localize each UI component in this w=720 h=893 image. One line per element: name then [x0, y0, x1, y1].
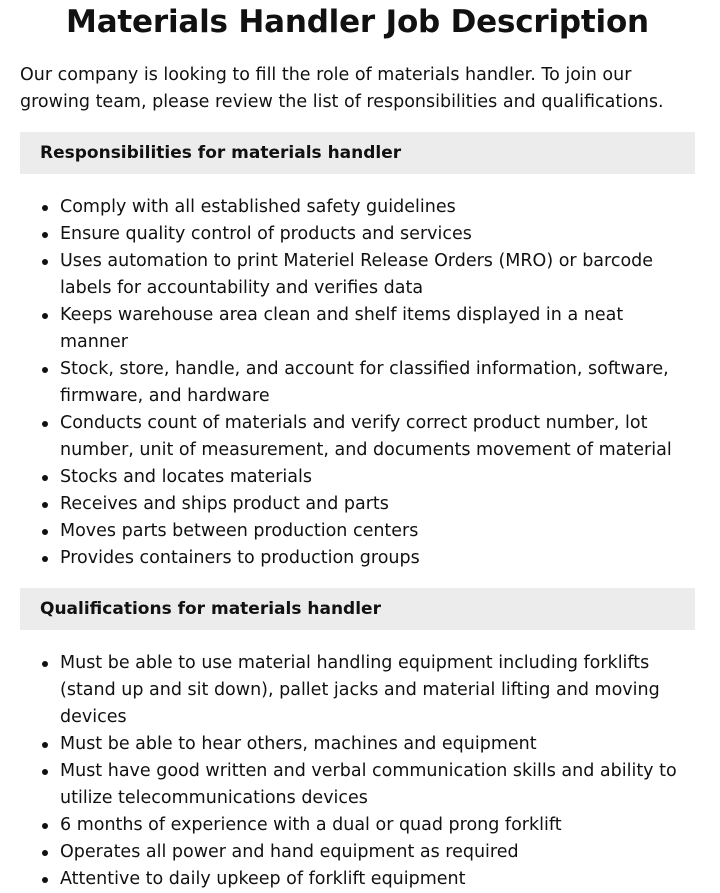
list-item: Must be able to hear others, machines and equipment: [60, 731, 695, 758]
list-item: Receives and ships product and parts: [60, 491, 695, 518]
list-item: 6 months of experience with a dual or quad prong forklift: [60, 812, 695, 839]
qualifications-list: [20, 650, 695, 893]
qualifications-heading: Qualifications for materials handler: [20, 588, 695, 630]
list-item: Keeps warehouse area clean and shelf items displayed in a neat manner: [60, 302, 695, 356]
list-item: Ensure quality control of products and services: [60, 221, 695, 248]
list-item: Provides containers to production groups: [60, 545, 695, 572]
responsibilities-list: [20, 194, 695, 572]
list-item: Stock, store, handle, and account for classified information, software, firmware, and hardware: [60, 356, 695, 410]
page-title: Materials Handler Job Description: [66, 4, 649, 40]
list-item: Uses automation to print Materiel Release Orders (MRO) or barcode labels for accountability and verifies data: [60, 248, 695, 302]
intro-paragraph: Our company is looking to fill the role of materials handler. To join our growing team, please review the list of responsibilities and qualifications.: [20, 65, 664, 112]
list-item: Operates all power and hand equipment as required: [60, 839, 695, 866]
list-item: Conducts count of materials and verify correct product number, lot number, unit of measurement, and documents movement of material: [60, 410, 695, 464]
list-item: Moves parts between production centers: [60, 518, 695, 545]
list-item: Comply with all established safety guidelines: [60, 194, 695, 221]
list-item: Must be able to use material handling equipment including forklifts (stand up and sit down), pallet jacks and material lifting and moving devices: [60, 650, 695, 731]
list-item: Stocks and locates materials: [60, 464, 695, 491]
responsibilities-heading: Responsibilities for materials handler: [20, 132, 695, 174]
list-item: Must have good written and verbal communication skills and ability to utilize telecommunications devices: [60, 758, 695, 812]
list-item: Attentive to daily upkeep of forklift equipment: [60, 866, 695, 893]
